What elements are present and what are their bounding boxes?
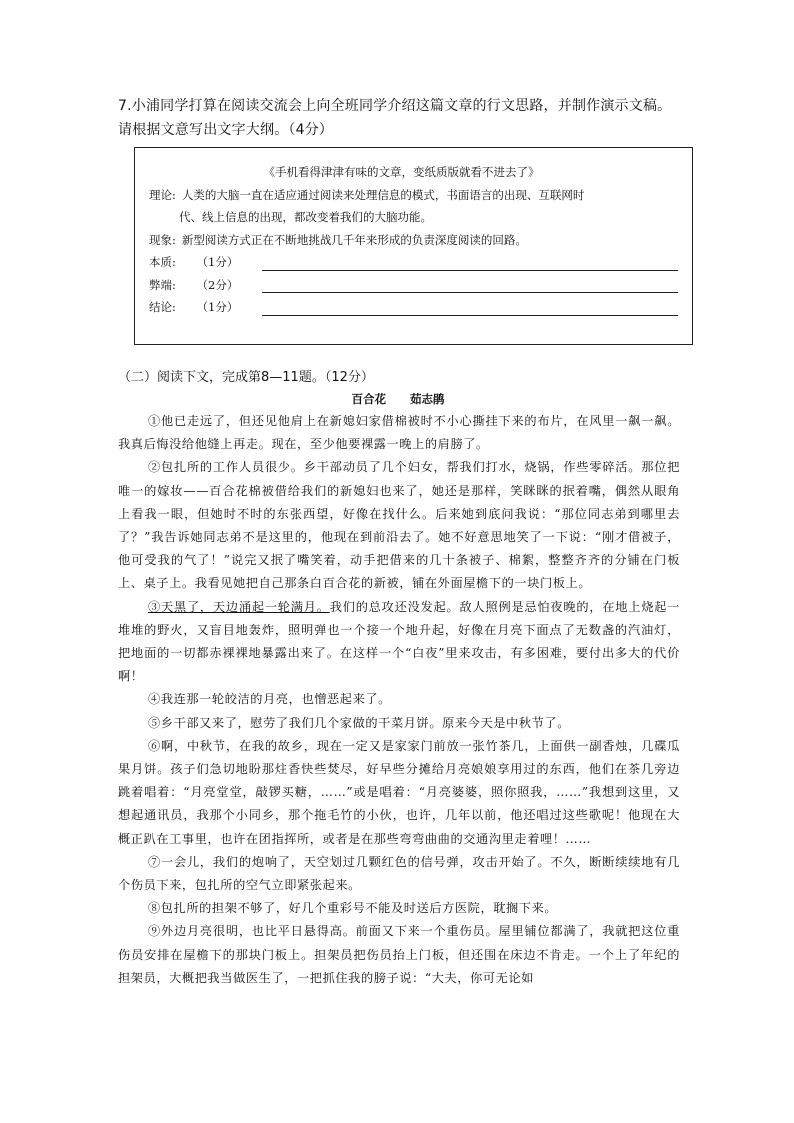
essence-label: 本质: <box>149 255 176 269</box>
essence-score: （1分） <box>196 255 239 269</box>
paragraph-2: ②包扎所的工作人员很少。乡干部动员了几个妇女，帮我们打水，烧锅，作些零碎活。那位把唯一的嫁妆——百合花棉被借给我们的新媳妇也来了，她还是那样，笑眯眯的抿着嘴，偶然从眼角上看我一眼，但她时不时的东张西望，好像在找什么。后来她到底问我说：“那位同志弟到哪里去了？”我告诉她同志弟不是这里的，他现在到前沿去了。她不好意思地笑了一下说：“刚才借被子，他可受我的气了！”说完又抿了嘴笑着，动手把借来的几十条被子、棉絮，整整齐齐的分铺在门板上、桌子上。我看见她把自己那条白百合花的新被，铺在外面屋檐下的一块门板上。 <box>118 460 680 591</box>
section-2-heading: （二）阅读下文，完成第8—11题。（12分） <box>118 370 374 385</box>
passage <box>118 410 680 990</box>
phenomenon-label: 现象: <box>149 232 176 247</box>
drawback-label: 弊端: <box>149 277 176 292</box>
outline-title: 《手机看得津津有味的文章，变纸质版就看不进去了》 <box>263 165 540 179</box>
story-title-line <box>118 389 678 409</box>
question-7: 7.小浦同学打算在阅读交流会上向全班同学介绍这篇文章的行文思路，并制作演示文稿。请根据文意写出文字大纲。（4分） <box>118 98 672 138</box>
story-title: 百合花 <box>351 392 386 406</box>
theory-row <box>149 184 678 207</box>
drawback-row <box>149 274 678 297</box>
essence-row <box>149 251 678 274</box>
conclusion-label: 结论: <box>149 300 176 314</box>
theory-line-1: 人类的大脑一直在适应通过阅读来处理信息的模式，书面语言的出现、互联网时 <box>181 187 585 202</box>
paragraph-8: ⑧包扎所的担架不够了，好几个重彩号不能及时送后方医院，耽搁下来。 <box>148 901 558 916</box>
story-author: 茹志鹃 <box>410 392 445 406</box>
paragraph-4: ④我连那一轮皎洁的月亮，也憎恶起来了。 <box>148 692 391 707</box>
paragraph-7: ⑦一会儿，我们的炮响了，天空划过几颗红色的信号弹，攻击开始了。不久，断断续续地有几个伤员下来，包扎所的空气立即紧张起来。 <box>118 854 680 893</box>
outline-box <box>134 147 693 345</box>
conclusion-answer-line[interactable] <box>262 300 678 316</box>
drawback-answer-line[interactable] <box>262 277 678 293</box>
conclusion-score: （1分） <box>196 300 239 314</box>
paragraph-9: ⑨外边月亮很明，也比平日悬得高。前面又下来一个重伤员。屋里铺位都满了，我就把这位重伤员安排在屋檐下的那块门板上。担架员把伤员抬上门板，但还围在床边不肯走。一个上了年纪的担架员，大概把我当做医生了，一把抓住我的膀子说：“大夫，你可无论如 <box>118 924 680 985</box>
paragraph-1: ①他已走远了，但还见他肩上在新媳妇家借棉被时不小心撕挂下来的布片，在风里一飙一飙。我真后悔没给他缝上再走。现在，至少他要裸露一晚上的肩膀了。 <box>118 414 680 452</box>
essence-answer-line[interactable] <box>262 255 678 271</box>
phenomenon-row <box>149 229 678 252</box>
drawback-score: （2分） <box>196 277 239 292</box>
conclusion-row <box>149 296 678 319</box>
paragraph-3-underlined: ③天黑了，天边涌起一轮满月。 <box>148 599 330 614</box>
paragraph-3 <box>118 596 680 689</box>
paragraph-3-rest: 我们的总攻还没发起。敌人照例是忌怕夜晚的，在地上烧起一堆堆的野火，又盲目地轰炸，照明弹也一个接一个地升起，好像在月亮下面点了无数盏的汽油灯，把地面的一切都赤裸裸地暴露出来了。在这样一个“白夜”里来攻击，有多困难，要付出多大的代价啊！ <box>118 599 681 684</box>
paragraph-6: ⑥啊，中秋节，在我的故乡，现在一定又是家家门前放一张竹茶几，上面供一副香烛，几碟瓜果月饼。孩子们急切地盼那炷香快些焚尽，好早些分摊给月亮娘娘享用过的东西，他们在茶几旁边跳着唱着：“月亮堂堂，敲锣买糖，……”或是唱着：“月亮婆婆，照你照我，……”我想到这里，又想起通讯员，我那个小同乡，那个拖毛竹的小伙，也许，几年以前，他还唱过这些歌呢！他现在大概正趴在工事里，也许在团指挥所，或者是在那些弯弯曲曲的交通沟里走着哩！…… <box>118 738 680 846</box>
theory-label: 理论: <box>149 187 176 202</box>
paragraph-5: ⑤乡干部又来了，慰劳了我们几个家做的干菜月饼。原来今天是中秋节了。 <box>148 715 570 730</box>
phenomenon-text: 新型阅读方式正在不断地挑战几千年来形成的负责深度阅读的回路。 <box>181 232 527 247</box>
theory-line-2: 代、线上信息的出现，都改变着我们的大脑功能。 <box>179 210 432 224</box>
